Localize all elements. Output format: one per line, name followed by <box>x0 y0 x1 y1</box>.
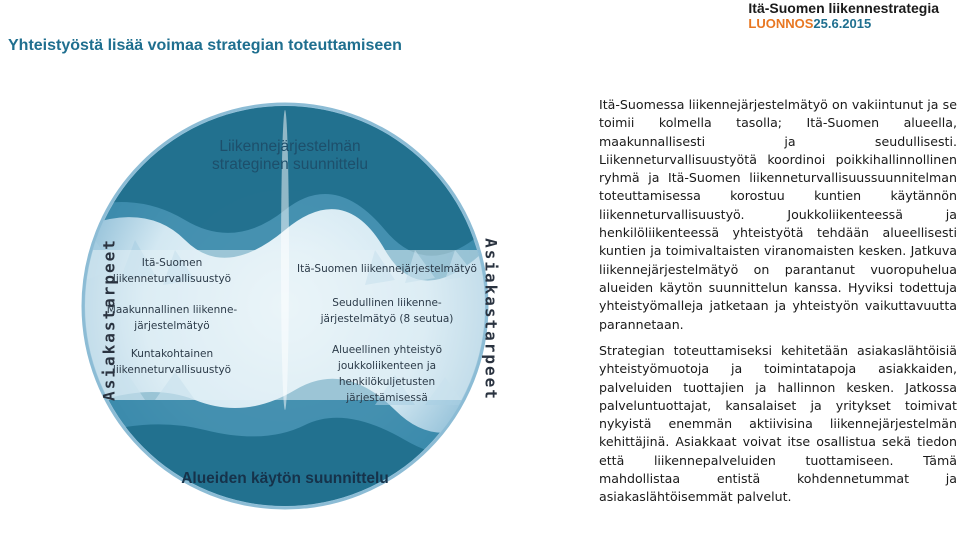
right-item-public-transport-cooperation: Alueellinen yhteistyö joukkoliikenteen ja henkilökuljetusten järjestämisessä <box>331 344 443 404</box>
cooperation-diagram <box>75 80 505 535</box>
body-paragraph-1: Itä-Suomessa liikennejärjestelmätyö on vakiintunut ja se toimii kolmella tasolla; Itä-Suomen alueella, maakunnallisesti ja seudullisesti. Liikenneturvallisuustyötä koordinoi poikkihallinnollinen ryhmä ja Itä-Suomen liikenneturvallisuussuunnitelman toteuttamisessa korostuu kuntien käytännön liikenneturvallisuustyö. Joukkoliikenteessä ja henkilöliikenteessä yhteistyötä tehdään alueellisesti kuntien ja toimivaltaisten viranomaisten kesken. Jatkuva liikennejärjestelmätyö on parantanut vuoropuhelua alueiden käytön suunnittelun kanssa. Hyviksi todettuja yhteistyömalleja jatketaan ja yhteistyön vaikuttavuutta parannetaan. <box>599 97 957 332</box>
draft-date: 25.6.2015 <box>813 16 872 31</box>
customer-needs-right-label: Asiakastarpeet <box>481 238 501 401</box>
left-item-provincial-transport: Maakunnallinen liikenne-järjestelmätyö <box>106 304 238 332</box>
right-item-subregional-transport: Seudullinen liikenne-järjestelmätyö (8 seutua) <box>320 297 454 325</box>
slide-title: Yhteistyöstä lisää voimaa strategian toteuttamiseen <box>8 37 402 54</box>
left-item-regional-safety: Itä-Suomen liikenneturvallisuustyö <box>112 257 232 285</box>
land-use-planning-heading: Alueiden käytön suunnittelu <box>181 470 389 487</box>
body-paragraph-2: Strategian toteuttamiseksi kehitetään asiakaslähtöisiä yhteistyömuotoja ja toimintatapoja asiakkaiden, palveluiden tuottajien ja hallinnon kesken. Jatkossa palveluntuottajat, kansalaiset ja yritykset toimivat nykyistä enemmän aktiivisina liikennejärjestelmän kehittäjinä. Asiakkaat voivat itse osallistua sekä tiedon että liikennepalveluiden tuottamiseen. Tämä mahdollistaa entistä kohdennetummat ja asiakaslähtöisemmät palvelut. <box>599 343 957 505</box>
draft-label: LUONNOS <box>748 16 814 31</box>
draft-line <box>748 16 939 32</box>
document-title: Itä-Suomen liikennestrategia <box>748 0 939 16</box>
strategic-planning-heading: Liikennejärjestelmän strateginen suunnittelu <box>212 138 368 173</box>
document-header <box>748 0 939 32</box>
right-item-regional-transport: Itä-Suomen liikennejärjestelmätyö <box>297 263 477 275</box>
left-item-municipal-safety: Kuntakohtainen liikenneturvallisuustyö <box>112 348 232 376</box>
customer-needs-left-label: Asiakastarpeet <box>99 238 119 401</box>
